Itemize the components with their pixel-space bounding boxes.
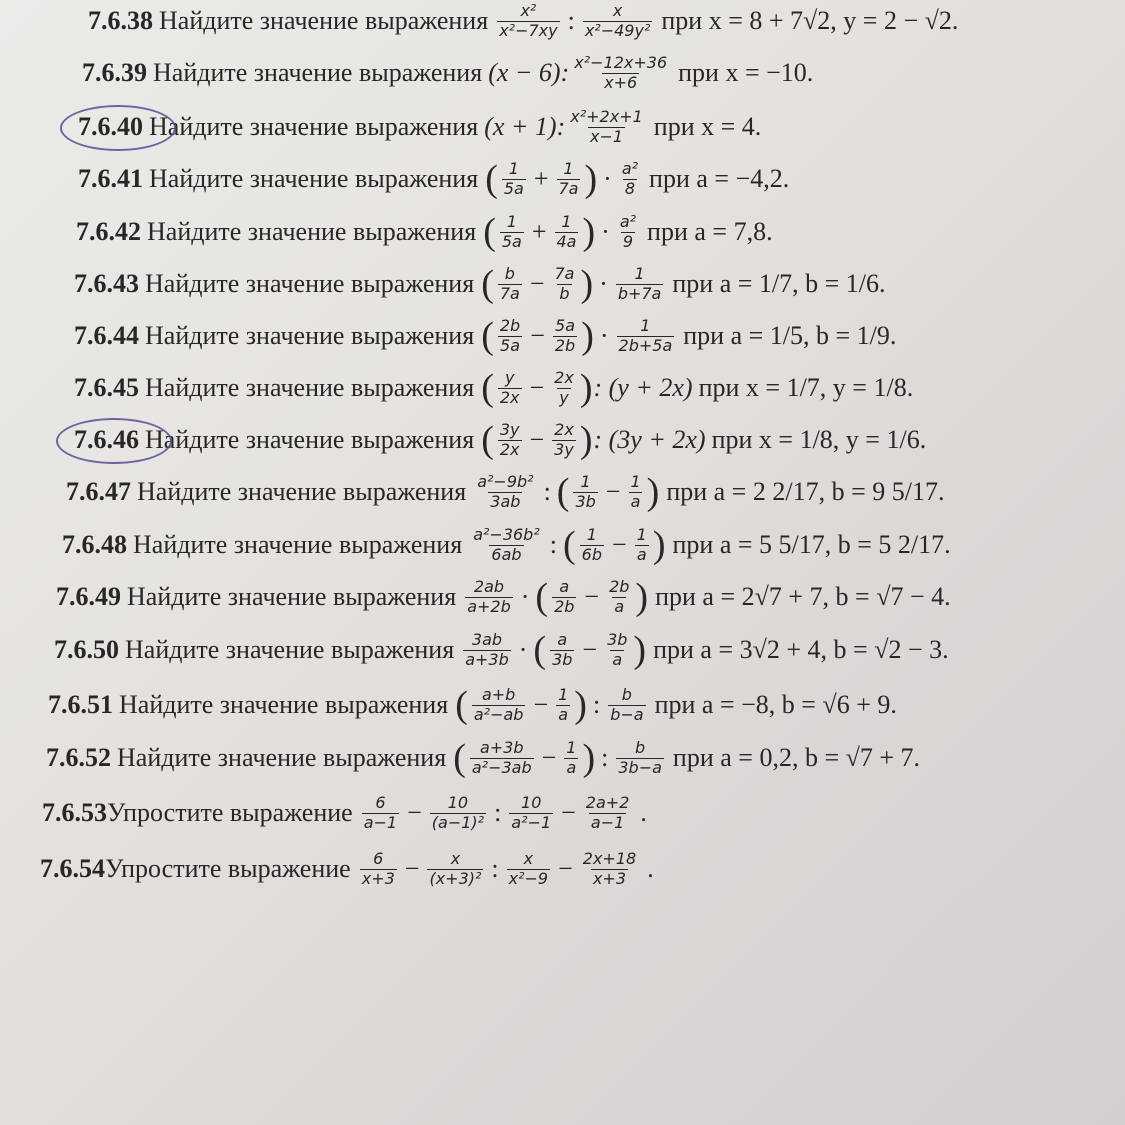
problem-instruction: Найдите значение выражения bbox=[149, 112, 479, 141]
math-expression bbox=[452, 739, 667, 777]
denominator: a bbox=[612, 649, 623, 669]
left-paren: ( bbox=[535, 576, 549, 618]
denominator: 9 bbox=[622, 231, 634, 251]
fraction bbox=[509, 794, 553, 832]
numerator: 1 bbox=[566, 738, 577, 758]
problem-7-6-45 bbox=[74, 362, 913, 414]
fraction bbox=[472, 686, 526, 724]
math-expression bbox=[488, 54, 672, 92]
numerator: x²−12x+36 bbox=[574, 53, 668, 73]
numerator: 2a+2 bbox=[585, 793, 630, 813]
numerator: a bbox=[559, 577, 570, 597]
math-expression bbox=[460, 631, 647, 669]
denominator: a+2b bbox=[467, 596, 511, 616]
expression-text: (x + 1): bbox=[484, 112, 566, 141]
denominator: 2b bbox=[554, 596, 575, 616]
denominator: a bbox=[566, 757, 577, 777]
problem-instruction: Найдите значение выражения bbox=[145, 373, 475, 402]
numerator: x bbox=[612, 1, 623, 21]
denominator: a bbox=[636, 544, 647, 564]
numerator: 1 bbox=[506, 212, 517, 232]
denominator: 5a bbox=[501, 231, 522, 251]
math-expression bbox=[462, 578, 649, 616]
numerator: 3b bbox=[607, 630, 628, 650]
denominator: (x+3)² bbox=[429, 868, 482, 888]
denominator: a+3b bbox=[465, 649, 509, 669]
problem-condition: при a = 1/5, b = 1/9. bbox=[683, 321, 897, 350]
operator: : bbox=[592, 690, 601, 719]
problem-number: 7.6.51 bbox=[48, 690, 113, 719]
numerator: 2ab bbox=[473, 577, 505, 597]
problem-number: 7.6.38 bbox=[88, 6, 153, 35]
fraction bbox=[553, 265, 577, 303]
fraction bbox=[362, 794, 399, 832]
numerator: 1 bbox=[640, 316, 651, 336]
fraction bbox=[550, 631, 574, 669]
operator: − bbox=[541, 743, 557, 772]
denominator: a²−1 bbox=[511, 812, 552, 832]
fraction bbox=[617, 317, 675, 355]
right-paren: ) bbox=[652, 524, 666, 566]
denominator: b−a bbox=[610, 704, 644, 724]
right-paren: ) bbox=[574, 684, 587, 726]
problem-number: 7.6.42 bbox=[76, 217, 141, 246]
operator: − bbox=[529, 373, 545, 402]
numerator: 6 bbox=[373, 849, 384, 869]
denominator: 7a bbox=[499, 283, 520, 303]
fraction bbox=[500, 213, 524, 251]
right-paren: ) bbox=[581, 315, 594, 357]
problem-number: 7.6.53 bbox=[42, 798, 107, 827]
operator: : bbox=[543, 477, 551, 506]
left-paren: ( bbox=[481, 263, 494, 305]
fraction bbox=[552, 421, 576, 459]
denominator: x²−7xy bbox=[499, 20, 558, 40]
problem-number: 7.6.45 bbox=[74, 373, 139, 402]
problem-condition: при a = 1/7, b = 1/6. bbox=[672, 269, 886, 298]
fraction bbox=[581, 850, 638, 888]
problem-number: 7.6.46 bbox=[74, 425, 139, 454]
problem-instruction: Найдите значение выражения bbox=[145, 425, 475, 454]
numerator: 2b bbox=[609, 577, 630, 597]
denominator: 3b bbox=[552, 649, 573, 669]
numerator: 1 bbox=[634, 264, 645, 284]
operator: · bbox=[599, 321, 609, 350]
problem-number: 7.6.49 bbox=[56, 582, 121, 611]
fraction bbox=[475, 473, 535, 511]
problem-instruction: Найдите значение выражения bbox=[159, 6, 489, 35]
problem-condition: . bbox=[647, 854, 654, 883]
right-paren: ) bbox=[582, 211, 596, 253]
problem-condition: при x = −10. bbox=[678, 58, 814, 87]
problem-instruction: Найдите значение выражения bbox=[133, 530, 463, 559]
left-paren: ( bbox=[455, 684, 468, 726]
denominator: 3b−a bbox=[618, 757, 662, 777]
fraction bbox=[427, 850, 483, 888]
problem-7-6-41 bbox=[78, 153, 789, 205]
denominator: 2x bbox=[499, 387, 520, 407]
problem-7-6-39 bbox=[82, 47, 813, 99]
numerator: 1 bbox=[558, 685, 569, 705]
numerator: 6 bbox=[375, 793, 386, 813]
problem-number: 7.6.47 bbox=[66, 477, 131, 506]
right-paren: ) bbox=[579, 419, 593, 461]
math-expression bbox=[482, 213, 641, 251]
fraction bbox=[498, 421, 522, 459]
problem-instruction: Найдите значение выражения bbox=[153, 58, 483, 87]
math-expression bbox=[357, 850, 641, 888]
numerator: a+3b bbox=[479, 738, 524, 758]
denominator: 5a bbox=[503, 178, 524, 198]
right-paren: ) bbox=[579, 367, 593, 409]
problem-number: 7.6.40 bbox=[78, 112, 143, 141]
fraction bbox=[502, 160, 526, 198]
fraction bbox=[553, 317, 577, 355]
problem-number: 7.6.54 bbox=[40, 854, 105, 883]
operator: : bbox=[549, 530, 557, 559]
numerator: y bbox=[504, 368, 515, 388]
problem-instruction: Найдите значение выражения bbox=[125, 635, 455, 664]
right-paren: ) bbox=[633, 629, 647, 671]
operator: − bbox=[533, 690, 549, 719]
expression-text: : (3y + 2x) bbox=[593, 425, 706, 454]
operator: : bbox=[491, 854, 499, 883]
operator: − bbox=[584, 582, 600, 611]
numerator: 1 bbox=[508, 159, 519, 179]
operator: + bbox=[531, 217, 547, 246]
problem-condition: при a = 5 5/17, b = 5 2/17. bbox=[672, 530, 951, 559]
fraction bbox=[607, 578, 631, 616]
numerator: 1 bbox=[580, 472, 591, 492]
numerator: 3y bbox=[499, 420, 520, 440]
right-paren: ) bbox=[635, 576, 649, 618]
left-paren: ( bbox=[556, 471, 570, 513]
fraction bbox=[557, 160, 581, 198]
numerator: a²−9b² bbox=[477, 472, 534, 492]
numerator: 1 bbox=[586, 525, 597, 545]
left-paren: ( bbox=[562, 524, 576, 566]
problem-condition: при a = −4,2. bbox=[649, 164, 790, 193]
denominator: b bbox=[559, 283, 570, 303]
numerator: b bbox=[635, 738, 646, 758]
math-expression bbox=[480, 317, 677, 355]
fraction bbox=[430, 794, 486, 832]
operator: · bbox=[603, 164, 612, 193]
denominator: 5a bbox=[500, 335, 520, 355]
problem-7-6-48 bbox=[62, 519, 951, 571]
numerator: a bbox=[557, 630, 568, 650]
operator: − bbox=[561, 798, 576, 827]
operator: − bbox=[407, 798, 422, 827]
fraction bbox=[608, 686, 645, 724]
expression-text: : (y + 2x) bbox=[593, 373, 693, 402]
left-paren: ( bbox=[485, 158, 498, 200]
numerator: a² bbox=[619, 212, 637, 232]
problem-number: 7.6.39 bbox=[82, 58, 147, 87]
denominator: 8 bbox=[624, 178, 636, 198]
fraction bbox=[498, 317, 522, 355]
problem-7-6-51 bbox=[48, 679, 897, 731]
fraction bbox=[572, 54, 669, 92]
denominator: a²−ab bbox=[473, 704, 524, 724]
problem-condition: при a = 0,2, b = √7 + 7. bbox=[672, 743, 921, 772]
math-expression bbox=[484, 108, 648, 146]
numerator: b bbox=[621, 685, 632, 705]
fraction bbox=[497, 2, 559, 40]
problem-7-6-49 bbox=[56, 571, 951, 623]
problem-condition: при x = 4. bbox=[653, 112, 762, 141]
fraction bbox=[583, 2, 653, 40]
operator: − bbox=[529, 269, 545, 298]
problem-condition: при a = 2 2/17, b = 9 5/17. bbox=[666, 477, 945, 506]
left-paren: ( bbox=[481, 367, 494, 409]
numerator: 7a bbox=[554, 264, 575, 284]
numerator: 1 bbox=[563, 159, 574, 179]
denominator: 2x bbox=[499, 439, 520, 459]
denominator: 6ab bbox=[491, 544, 522, 564]
operator: · bbox=[520, 582, 530, 611]
problem-7-6-53 bbox=[42, 787, 647, 839]
fraction bbox=[470, 739, 534, 777]
problem-number: 7.6.52 bbox=[46, 743, 111, 772]
fraction bbox=[616, 739, 664, 777]
problem-condition: при a = 7,8. bbox=[647, 217, 773, 246]
fraction bbox=[620, 160, 640, 198]
math-expression bbox=[454, 686, 648, 724]
numerator: 2x bbox=[554, 420, 574, 440]
problem-instruction: Упростите выражение bbox=[105, 854, 351, 883]
fraction bbox=[555, 213, 579, 251]
problem-instruction: Упростите выражение bbox=[107, 798, 353, 827]
problem-instruction: Найдите значение выражения bbox=[149, 164, 479, 193]
denominator: a bbox=[630, 491, 641, 511]
operator: − bbox=[605, 477, 621, 506]
numerator: 2x+18 bbox=[582, 849, 637, 869]
denominator: a bbox=[558, 704, 569, 724]
right-paren: ) bbox=[582, 737, 596, 779]
left-paren: ( bbox=[481, 419, 494, 461]
left-paren: ( bbox=[453, 737, 466, 779]
fraction bbox=[498, 265, 522, 303]
problem-7-6-54 bbox=[40, 843, 654, 895]
numerator: 10 bbox=[521, 793, 542, 813]
numerator: x²+2x+1 bbox=[570, 107, 643, 127]
fraction bbox=[360, 850, 397, 888]
problem-condition: при x = 1/8, y = 1/6. bbox=[711, 425, 927, 454]
numerator: x² bbox=[520, 1, 537, 21]
denominator: 7a bbox=[558, 178, 579, 198]
fraction bbox=[568, 108, 645, 146]
numerator: 5a bbox=[555, 316, 576, 336]
fraction bbox=[580, 526, 604, 564]
denominator: x+6 bbox=[604, 72, 638, 92]
math-expression bbox=[480, 421, 705, 459]
problem-7-6-47 bbox=[66, 466, 944, 518]
denominator: 3y bbox=[554, 439, 574, 459]
math-expression bbox=[484, 160, 643, 198]
denominator: 2b bbox=[554, 335, 576, 355]
denominator: x²−49y² bbox=[584, 20, 651, 40]
fraction bbox=[628, 473, 642, 511]
problem-condition: при x = 8 + 7√2, y = 2 − √2. bbox=[661, 6, 959, 35]
numerator: 2b bbox=[499, 316, 521, 336]
operator: : bbox=[601, 743, 609, 772]
fraction bbox=[616, 265, 664, 303]
problem-7-6-42 bbox=[76, 206, 773, 258]
left-paren: ( bbox=[533, 629, 547, 671]
denominator: a−1 bbox=[363, 812, 398, 832]
problem-instruction: Найдите значение выражения bbox=[145, 269, 475, 298]
numerator: 10 bbox=[447, 793, 469, 813]
problem-7-6-52 bbox=[46, 732, 920, 784]
problem-number: 7.6.44 bbox=[74, 321, 139, 350]
operator: − bbox=[530, 321, 545, 350]
problem-instruction: Найдите значение выражения bbox=[127, 582, 457, 611]
math-expression bbox=[494, 2, 655, 40]
operator: : bbox=[567, 6, 575, 35]
operator: − bbox=[582, 635, 598, 664]
numerator: a² bbox=[621, 159, 639, 179]
operator: − bbox=[529, 425, 545, 454]
fraction bbox=[552, 578, 576, 616]
problem-condition: . bbox=[640, 798, 647, 827]
fraction bbox=[584, 794, 632, 832]
denominator: b+7a bbox=[617, 283, 662, 303]
problem-number: 7.6.48 bbox=[62, 530, 127, 559]
math-expression bbox=[468, 526, 666, 564]
fraction bbox=[507, 850, 550, 888]
problem-instruction: Найдите значение выражения bbox=[145, 321, 475, 350]
numerator: 1 bbox=[630, 472, 641, 492]
denominator: 6b bbox=[581, 544, 602, 564]
denominator: x²−9 bbox=[508, 868, 549, 888]
right-paren: ) bbox=[584, 158, 598, 200]
operator: : bbox=[494, 798, 502, 827]
problem-number: 7.6.41 bbox=[78, 164, 143, 193]
problem-instruction: Найдите значение выражения bbox=[117, 743, 447, 772]
fraction bbox=[498, 369, 522, 407]
problem-7-6-38 bbox=[88, 0, 958, 47]
fraction bbox=[635, 526, 649, 564]
problem-number: 7.6.50 bbox=[54, 635, 119, 664]
fraction bbox=[556, 686, 570, 724]
problem-7-6-40 bbox=[78, 101, 761, 153]
operator: + bbox=[533, 164, 549, 193]
denominator: 3ab bbox=[490, 491, 521, 511]
fraction bbox=[471, 526, 542, 564]
denominator: a²−3ab bbox=[471, 757, 532, 777]
expression-text: (x − 6): bbox=[488, 58, 570, 87]
fraction bbox=[465, 578, 513, 616]
problem-7-6-44 bbox=[74, 310, 896, 362]
denominator: x+3 bbox=[592, 868, 627, 888]
left-paren: ( bbox=[481, 315, 494, 357]
problem-instruction: Найдите значение выражения bbox=[137, 477, 467, 506]
numerator: a+b bbox=[481, 685, 516, 705]
problem-7-6-50 bbox=[54, 624, 949, 676]
math-expression bbox=[472, 473, 660, 511]
problem-condition: при a = 3√2 + 4, b = √2 − 3. bbox=[653, 635, 949, 664]
denominator: 3b bbox=[575, 491, 596, 511]
fraction bbox=[564, 739, 578, 777]
problem-number: 7.6.43 bbox=[74, 269, 139, 298]
operator: · bbox=[518, 635, 528, 664]
right-paren: ) bbox=[646, 471, 660, 513]
numerator: x bbox=[523, 849, 534, 869]
operator: · bbox=[599, 269, 608, 298]
numerator: 2x bbox=[554, 368, 574, 388]
operator: · bbox=[601, 217, 610, 246]
denominator: (a−1)² bbox=[431, 812, 485, 832]
problem-condition: при x = 1/7, y = 1/8. bbox=[698, 373, 914, 402]
right-paren: ) bbox=[580, 263, 594, 305]
math-expression bbox=[480, 369, 692, 407]
fraction bbox=[618, 213, 638, 251]
numerator: 3ab bbox=[471, 630, 503, 650]
fraction bbox=[552, 369, 576, 407]
left-paren: ( bbox=[483, 211, 496, 253]
denominator: 2b+5a bbox=[618, 335, 673, 355]
denominator: a bbox=[614, 596, 625, 616]
problem-instruction: Найдите значение выражения bbox=[147, 217, 477, 246]
numerator: 1 bbox=[636, 525, 647, 545]
fraction bbox=[573, 473, 597, 511]
problem-7-6-43 bbox=[74, 258, 886, 310]
denominator: 4a bbox=[556, 231, 577, 251]
math-expression bbox=[359, 794, 635, 832]
fraction bbox=[605, 631, 629, 669]
numerator: b bbox=[504, 264, 515, 284]
problem-7-6-46 bbox=[74, 414, 926, 466]
math-expression bbox=[480, 265, 666, 303]
denominator: a−1 bbox=[590, 812, 625, 832]
operator: − bbox=[611, 530, 627, 559]
problem-condition: при a = 2√7 + 7, b = √7 − 4. bbox=[655, 582, 951, 611]
problem-instruction: Найдите значение выражения bbox=[119, 690, 449, 719]
denominator: x+3 bbox=[361, 868, 395, 888]
fraction bbox=[463, 631, 511, 669]
numerator: a²−36b² bbox=[473, 525, 540, 545]
operator: − bbox=[404, 854, 420, 883]
operator: − bbox=[558, 854, 573, 883]
denominator: y bbox=[559, 387, 569, 407]
numerator: x bbox=[450, 849, 461, 869]
denominator: x−1 bbox=[589, 126, 624, 146]
problem-condition: при a = −8, b = √6 + 9. bbox=[654, 690, 897, 719]
numerator: 1 bbox=[561, 212, 572, 232]
